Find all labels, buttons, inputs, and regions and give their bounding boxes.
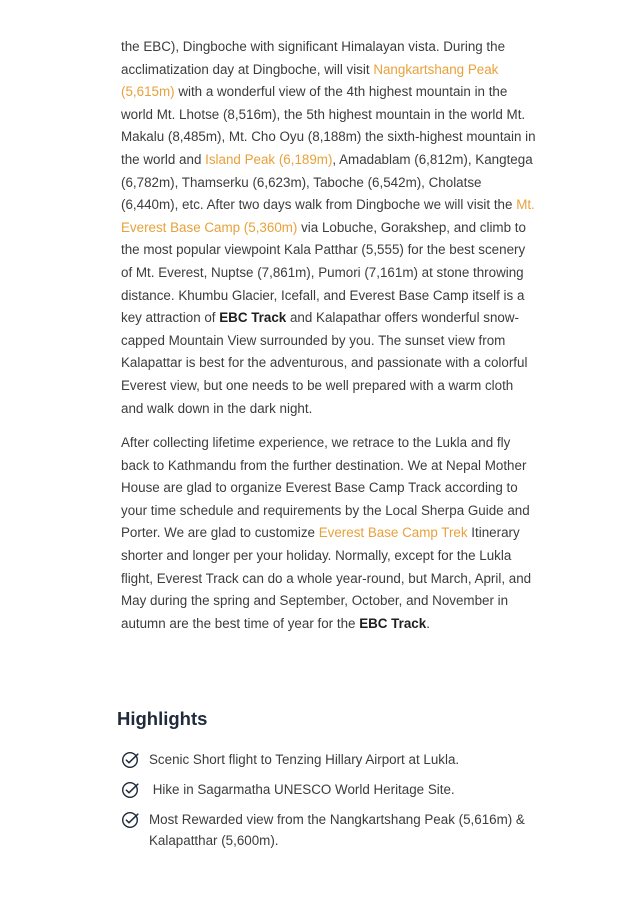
circle-check-icon <box>121 751 139 769</box>
highlights-list <box>121 749 537 860</box>
highlight-item <box>121 809 537 851</box>
highlight-text: Most Rewarded view from the Nangkartshang Peak (5,616m) & Kalapatthar (5,600m). <box>149 812 525 848</box>
bold-ebc-track: EBC Track <box>359 615 427 631</box>
highlight-text: Hike in Sagarmatha UNESCO World Heritage Site. <box>149 782 455 797</box>
article-body <box>121 36 537 647</box>
text: , Amadablam (6,812m), Kangtega (6,782m), Thamserku (6,623m), Taboche (6,542m), Cholatse (6,440m), etc. After two days walk from Dingboche we will visit the <box>121 151 533 213</box>
bold-ebc-track: EBC Track <box>219 310 287 326</box>
circle-check-icon <box>121 781 139 799</box>
link-nangkartshang-peak[interactable]: Nangkartshang Peak (5,615m) <box>121 61 499 100</box>
highlight-item <box>121 749 537 770</box>
text: the EBC), Dingboche with significant Himalayan vista. During the acclimatization day at Dingboche, will visit <box>121 39 506 77</box>
link-island-peak[interactable]: Island Peak (6,189m) <box>205 151 333 167</box>
text: . <box>426 615 430 631</box>
link-everest-base-camp-trek[interactable]: Everest Base Camp Trek <box>318 525 468 541</box>
text: Itinerary shorter and longer per your holiday. Normally, except for the Lukla flight, Everest Track can do a whole year-round, but March, April, and May during the spring and September, October, and November in autumn are the best time of year for the <box>121 525 532 631</box>
text: via Lobuche, Gorakshep, and climb to the most popular viewpoint Kala Patthar (5,555) for the best scenery of Mt. Everest, Nuptse (7,861m), Pumori (7,161m) at stone throwing distance. Khumbu Glacier, Icefall, and Everest Base Camp itself is a key attraction of <box>121 219 526 326</box>
paragraph-return <box>121 432 537 635</box>
highlights-heading: Highlights <box>117 708 208 729</box>
text: with a wonderful view of the 4th highest mountain in the world Mt. Lhotse (8,516m), the 5th highest mountain in the world Mt. Makalu (8,485m), Mt. Cho Oyu (8,188m) the sixth-highest mountain in the world and <box>121 84 536 167</box>
text: and Kalapathar offers wonderful snow-capped Mountain View surrounded by you. The sunset view from Kalapattar is best for the adventurous, and passionate with a colorful Everest view, but one needs to be well prepared with a warm cloth and walk down in the dark night. <box>121 310 528 416</box>
circle-check-icon <box>121 811 139 829</box>
highlight-text: Scenic Short flight to Tenzing Hillary Airport at Lukla. <box>149 752 460 767</box>
text: After collecting lifetime experience, we retrace to the Lukla and fly back to Kathmandu from the further destination. We at Nepal Mother House are glad to organize Everest Base Camp Track according to your time schedule and requirements by the Local Sherpa Guide and Porter. We are glad to customize <box>121 435 530 541</box>
paragraph-itinerary <box>121 36 537 420</box>
highlight-item <box>121 779 537 800</box>
link-everest-base-camp[interactable]: Mt. Everest Base Camp (5,360m) <box>121 197 535 235</box>
